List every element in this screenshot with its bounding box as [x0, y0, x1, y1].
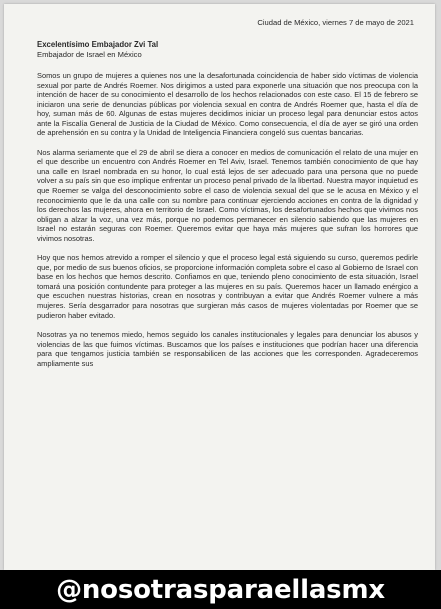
recipient-name: Excelentísimo Embajador Zvi Tal — [37, 40, 159, 49]
social-handle: @nosotrasparaellasmx — [56, 574, 385, 605]
letter-paragraph-1: Somos un grupo de mujeres a quienes nos une la desafortunada coincidencia de haber sido víctimas de violencia sexual por parte de Andrés Roemer. Nos dirigimos a usted para exponerle una situación que nos preocupa con la intención de hacer de su conocimiento el desarrollo de los hechos relacionados con este caso. El 15 de febrero se iniciaron una serie de denuncias públicas por violencia sexual en contra de Andrés Roemer que, hasta el día de hoy, suman más de 60. Algunas de estas mujeres decidimos iniciar un proceso legal para denunciar estos actos ante la Fiscalía General de Justicia de la Ciudad de México. Como consecuencia, el día de ayer se giró una orden de aprehensión en su contra y la Unidad de Inteligencia Financiera congeló sus cuentas bancarias. — [37, 71, 418, 138]
letter-sheet — [4, 4, 435, 570]
letter-paragraph-4: Nosotras ya no tenemos miedo, hemos seguido los canales institucionales y legales para denunciar los abusos y violencias de las que fuimos víctimas. Buscamos que los países e instituciones que podrían hacer una diferencia para que tengamos justicia también se responsabilicen de las acciones que les corresponden. Agradeceremos ampliamente sus — [37, 330, 418, 368]
letter-paragraph-3: Hoy que nos hemos atrevido a romper el silencio y que el proceso legal está siguiendo su curso, queremos pedirle que, por medio de sus buenos oficios, se proporcione información completa sobre el caso al Gobierno de Israel con base en los hechos que hemos descrito. Confiamos en que, teniendo pleno conocimiento de esta situación, Israel tomará una posición contundente para proteger a las mujeres en su país. Queremos hacer un llamado enérgico a que escuchen nuestras historias, crean en nosotras y contribuyan a evitar que Andrés Roemer vulnere a más mujeres. Sería desgarrador para nosotras que surgieran más casos de mujeres violentadas por Roemer que se pudieron haber evitado. — [37, 253, 418, 320]
letter-date: Ciudad de México, viernes 7 de mayo de 2021 — [257, 18, 414, 27]
letter-paragraph-2: Nos alarma seriamente que el 29 de abril se diera a conocer en medios de comunicación el relato de una mujer en el que describe un encuentro con Andrés Roemer en Tel Aviv, Israel. Tenemos también conocimiento de que hay una calle en Israel nombrada en su honor, lo cual está lejos de ser adecuado para una persona que no puede volver a su país sin que eso implique enfrentar un proceso penal privado de la libertad. Nuestra mayor inquietud es que Roemer se valga del desconocimiento sobre el caso de violencia sexual del que se le acusa en México y el reconocimiento que le da una calle con su nombre para continuar ejerciendo acciones en contra de la dignidad y los derechos las mujeres, ahora en territorio de Israel. Como víctimas, los desafortunados hechos que vivimos nos obligan a alzar la voz, una vez más, porque no podemos permanecer en silencio sabiendo que las mujeres en Israel no estarán seguras con Roemer. Queremos evitar que haya más mujeres que sufran los horrores que vivimos nosotras. — [37, 147, 418, 243]
letter-content — [37, 18, 418, 378]
recipient-title: Embajador de Israel en México — [37, 50, 142, 59]
handle-banner — [0, 570, 441, 609]
